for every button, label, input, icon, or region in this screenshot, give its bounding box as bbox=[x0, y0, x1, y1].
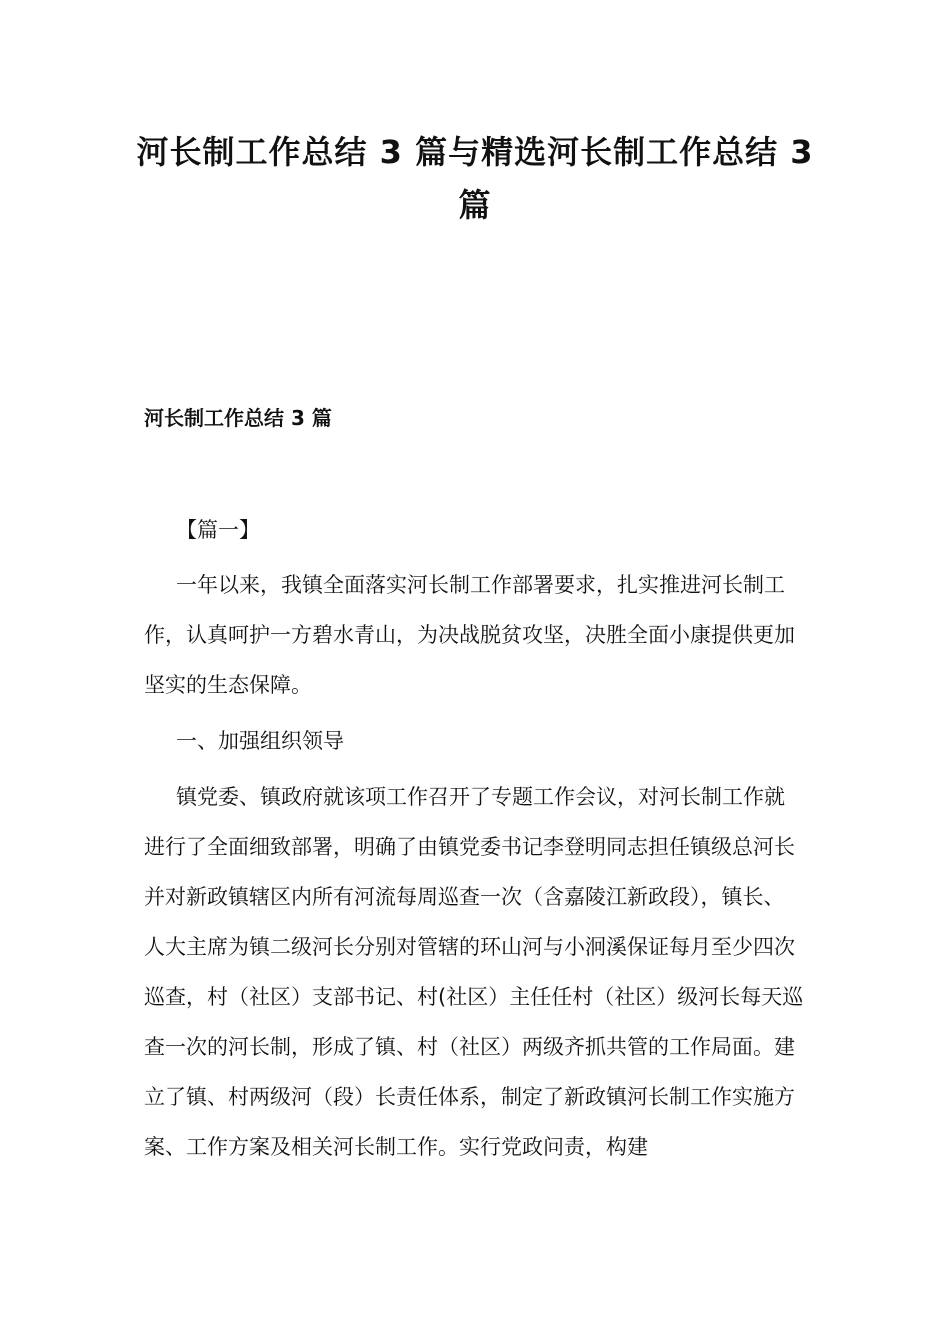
document-title: 河长制工作总结 3 篇与精选河长制工作总结 3 篇 bbox=[136, 133, 814, 224]
paragraph-intro: 一年以来，我镇全面落实河长制工作部署要求，扎实推进河长制工作，认真呵护一方碧水青山，为决战脱贫攻坚，决胜全面小康提供更加坚实的生态保障。 bbox=[144, 573, 795, 697]
subheading-organization: 一、加强组织领导 bbox=[176, 729, 344, 753]
paragraph-organization: 镇党委、镇政府就该项工作召开了专题工作会议，对河长制工作就进行了全面细致部署，明确了由镇党委书记李登明同志担任镇级总河长并对新政镇辖区内所有河流每周巡查一次（含嘉陵江新政段），镇长、人大主席为镇二级河长分别对管辖的环山河与小泂溪保证每月至少四次巡查，村（社区）支部书记、村(社区）主任任村（社区）级河长每天巡查一次的河长制，形成了镇、村（社区）两级齐抓共管的工作局面。建立了镇、村两级河（段）长责任体系，制定了新政镇河长制工作实施方案、工作方案及相关河长制工作。实行党政问责，构建 bbox=[144, 785, 804, 1159]
part-label: 【篇一】 bbox=[176, 518, 260, 542]
section-title: 河长制工作总结 3 篇 bbox=[144, 406, 332, 430]
